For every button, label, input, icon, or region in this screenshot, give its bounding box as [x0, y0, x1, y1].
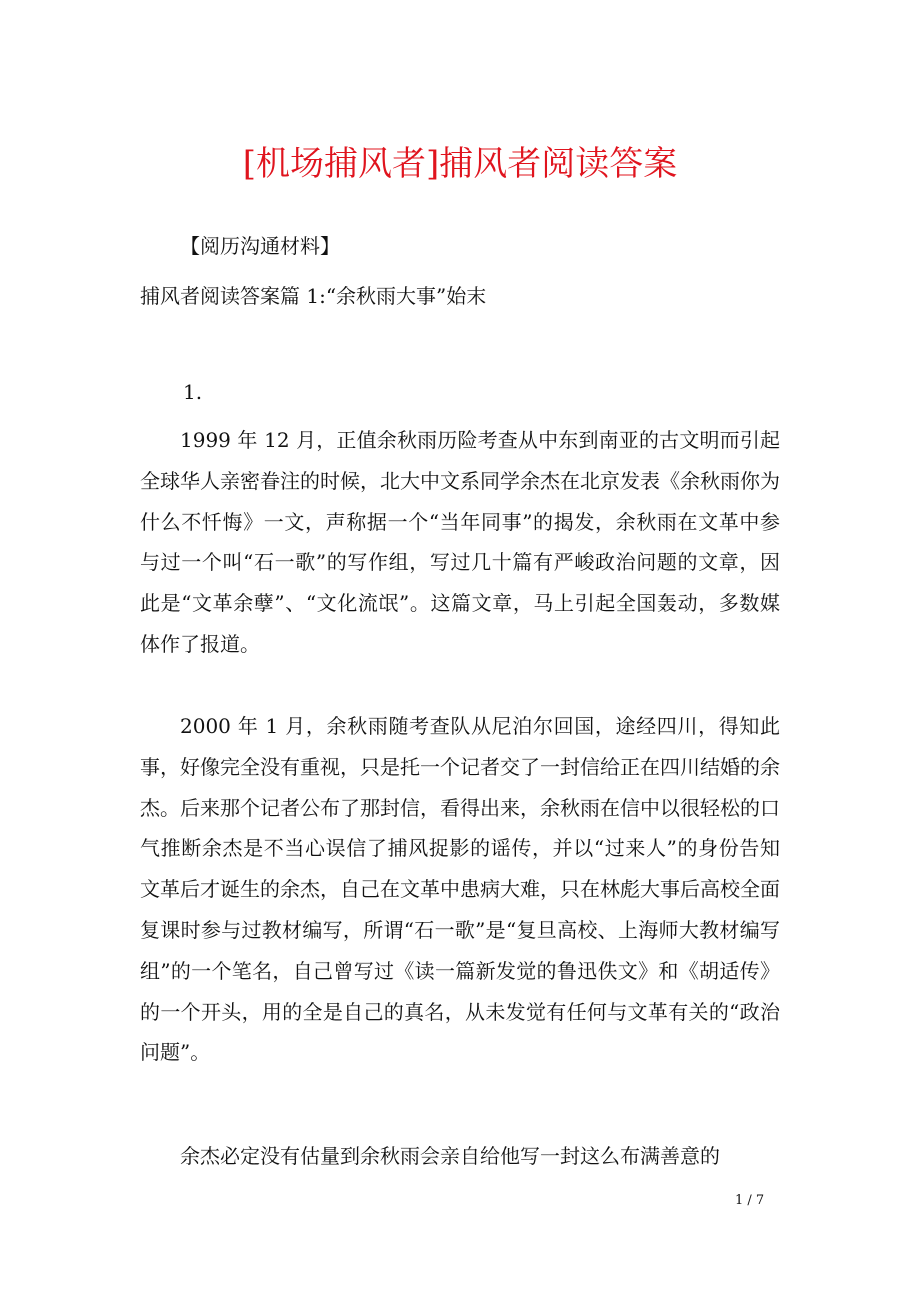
document-title: [机场捕风者]捕风者阅读答案 — [242, 144, 678, 184]
paragraph-2: 2000 年 1 月，余秋雨随考查队从尼泊尔回国，途经四川，得知此事，好像完全没有重视，只是托一个记者交了一封信给正在四川结婚的余杰。后来那个记者公布了那封信，看得出来，余秋雨在信中以很轻松的口气推断余杰是不当心误信了捕风捉影的谣传，并以“过来人”的身份告知文革后才诞生的余杰，自己在文革中患病大难，只在林彪大事后高校全面复课时参与过教材编写，所谓“石一歌”是“复旦高校、上海师大教材编写组”的一个笔名，自己曾写过《读一篇新发觉的鲁迅佚文》和《胡适传》的一个开头，用的全是自己的真名，从未发觉有任何与文革有关的“政治问题”。 — [140, 714, 780, 1065]
item-number: 1. — [183, 380, 203, 404]
paragraph-1: 1999 年 12 月，正值余秋雨历险考查从中东到南亚的古文明而引起全球华人亲密眷注的时候，北大中文系同学余杰在北京发表《余秋雨你为什么不忏悔》一文，声称据一个“当年同事”的揭发，余秋雨在文革中参与过一个叫“石一歌”的写作组，写过几十篇有严峻政治问题的文章，因此是“文革余孽”、“文化流氓”。这篇文章，马上引起全国轰动，多数媒体作了报道。 — [140, 428, 780, 656]
section-label: 【阅历沟通材料】 — [180, 234, 340, 258]
document-subtitle: 捕风者阅读答案篇 1:“余秋雨大事”始末 — [140, 284, 487, 308]
paragraph-3: 余杰必定没有估量到余秋雨会亲自给他写一封这么布满善意的 — [180, 1144, 720, 1168]
page-number: 1 / 7 — [735, 1193, 765, 1208]
